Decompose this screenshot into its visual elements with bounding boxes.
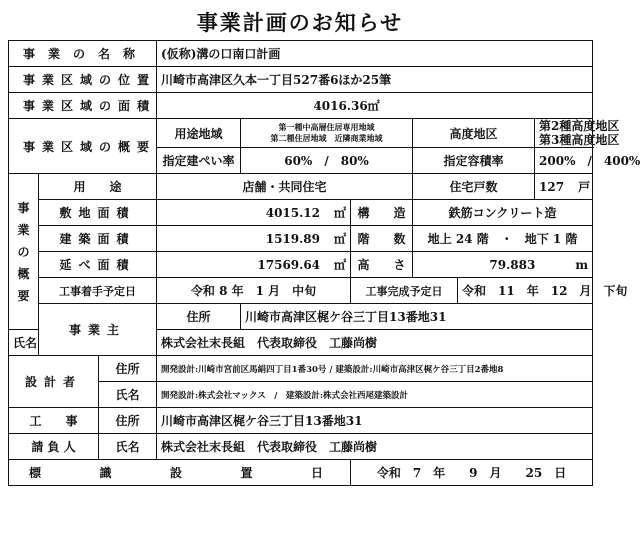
building-label-char-2: 業 [17,222,30,237]
height-number: 79.883 [489,257,536,272]
overview-label: 事業区域の概要 [9,119,157,174]
project-name-label: 事業の名称 [9,41,157,67]
units-value [535,174,593,200]
zoning-value-1: 第一種中高層住居専用地域 [278,122,375,132]
floor-area-number: 17569.64 [257,258,321,272]
structure-value: 鉄筋コンクリート造 [413,200,593,226]
site-area-value [157,200,351,226]
owner-name-value: 株式会社末長組 代表取締役 工藤尚樹 [157,330,593,356]
row-schedule [9,278,593,304]
building-area-value [157,226,351,252]
far-label: 指定容積率 [413,148,535,174]
height-unit: m [575,257,589,272]
contractor-address-label: 住所 [99,408,157,434]
floor-area-value [157,252,351,278]
project-name-value: (仮称)溝の口南口計画 [157,41,593,67]
area-label: 事業区域の面積 [9,93,157,119]
owner-label: 事業主 [39,304,157,356]
height-label: 高 さ [351,252,413,278]
project-info-table [8,40,640,486]
floors-label: 階 数 [351,226,413,252]
owner-name-label: 氏名 [9,330,39,356]
sign-date-label: 標識設置日 [9,460,351,486]
bcr-label: 指定建ぺい率 [157,148,241,174]
height-district-value [535,119,620,148]
building-label-char-4: 概 [17,266,30,281]
zoning-value [241,119,413,148]
units-unit: 戸 [578,180,591,194]
building-overview-label [9,174,39,330]
contractor-label-line1: 工 事 [9,408,99,434]
site-area-label: 敷地面積 [39,200,157,226]
building-area-label: 建築面積 [39,226,157,252]
finish-value: 令和 11 年 12 月 下旬 [458,278,593,304]
location-label: 事業区域の位置 [9,67,157,93]
bcr-value: 60% / 80% [241,148,413,174]
contractor-label-line2: 請 負 人 [9,434,99,460]
row-contractor-name [9,434,593,460]
start-value: 令和 8 年 1 月 中旬 [157,278,351,304]
row-floor-area [9,252,593,278]
zoning-value-2: 第二種住居地域 近隣商業地域 [270,133,383,143]
sign-date-value: 令和 7 年 9 月 25 日 [351,460,593,486]
units-label: 住宅戸数 [413,174,535,200]
site-area-number: 4015.12 [265,206,321,220]
height-district-1: 第2種高度地区 [539,119,620,133]
building-label-char-3: の [17,244,30,259]
use-value: 店舗・共同住宅 [157,174,413,200]
row-building-area [9,226,593,252]
designer-name-label: 氏名 [99,382,157,408]
start-label: 工事着手予定日 [39,278,157,304]
row-site-area [9,200,593,226]
row-area [9,93,593,119]
area-value: 4016.36㎡ [157,93,593,119]
row-location [9,67,593,93]
row-designer-address [9,356,593,382]
owner-address-value: 川崎市高津区梶ケ谷三丁目13番地31 [241,304,593,330]
row-project-name [9,41,593,67]
row-sign-date [9,460,593,486]
building-label-char-1: 事 [17,200,30,215]
contractor-name-label: 氏名 [99,434,157,460]
height-district-label: 高度地区 [413,119,535,148]
row-use [9,174,593,200]
structure-label: 構 造 [351,200,413,226]
designer-address-value: 開発設計:川崎市宮前区馬絹四丁目1番30号 / 建築設計:川崎市高津区梶ケ谷三丁目2番地8 [157,356,593,382]
building-area-number: 1519.89 [265,232,321,246]
units-number: 127 [539,180,565,194]
location-value: 川崎市高津区久本一丁目527番6ほか25筆 [157,67,593,93]
finish-label: 工事完成予定日 [351,278,458,304]
zoning-label: 用途地域 [157,119,241,148]
use-label: 用 途 [39,174,157,200]
contractor-name-value: 株式会社末長組 代表取締役 工藤尚樹 [157,434,593,460]
row-overview-1 [9,119,593,148]
site-area-unit: ㎡ [334,206,347,220]
designer-address-label: 住所 [99,356,157,382]
building-area-unit: ㎡ [334,232,347,246]
page-title: 事業計画のお知らせ [196,11,404,35]
height-value [413,252,593,278]
floor-area-unit: ㎡ [334,258,347,272]
height-district-2: 第3種高度地区 [539,133,620,147]
far-value: 200% / 400% [535,148,593,174]
designer-name-value: 開発設計:株式会社マックス / 建築設計:株式会社西尾建築設計 [157,382,593,408]
designer-label: 設計者 [9,356,99,408]
owner-address-label: 住所 [157,304,241,330]
contractor-address-value: 川崎市高津区梶ケ谷三丁目13番地31 [157,408,593,434]
row-contractor-address [9,408,593,434]
floors-value: 地上 24 階 ・ 地下 1 階 [413,226,593,252]
floor-area-label: 延べ面積 [39,252,157,278]
building-label-char-5: 要 [17,288,30,303]
row-owner-address [9,304,593,330]
